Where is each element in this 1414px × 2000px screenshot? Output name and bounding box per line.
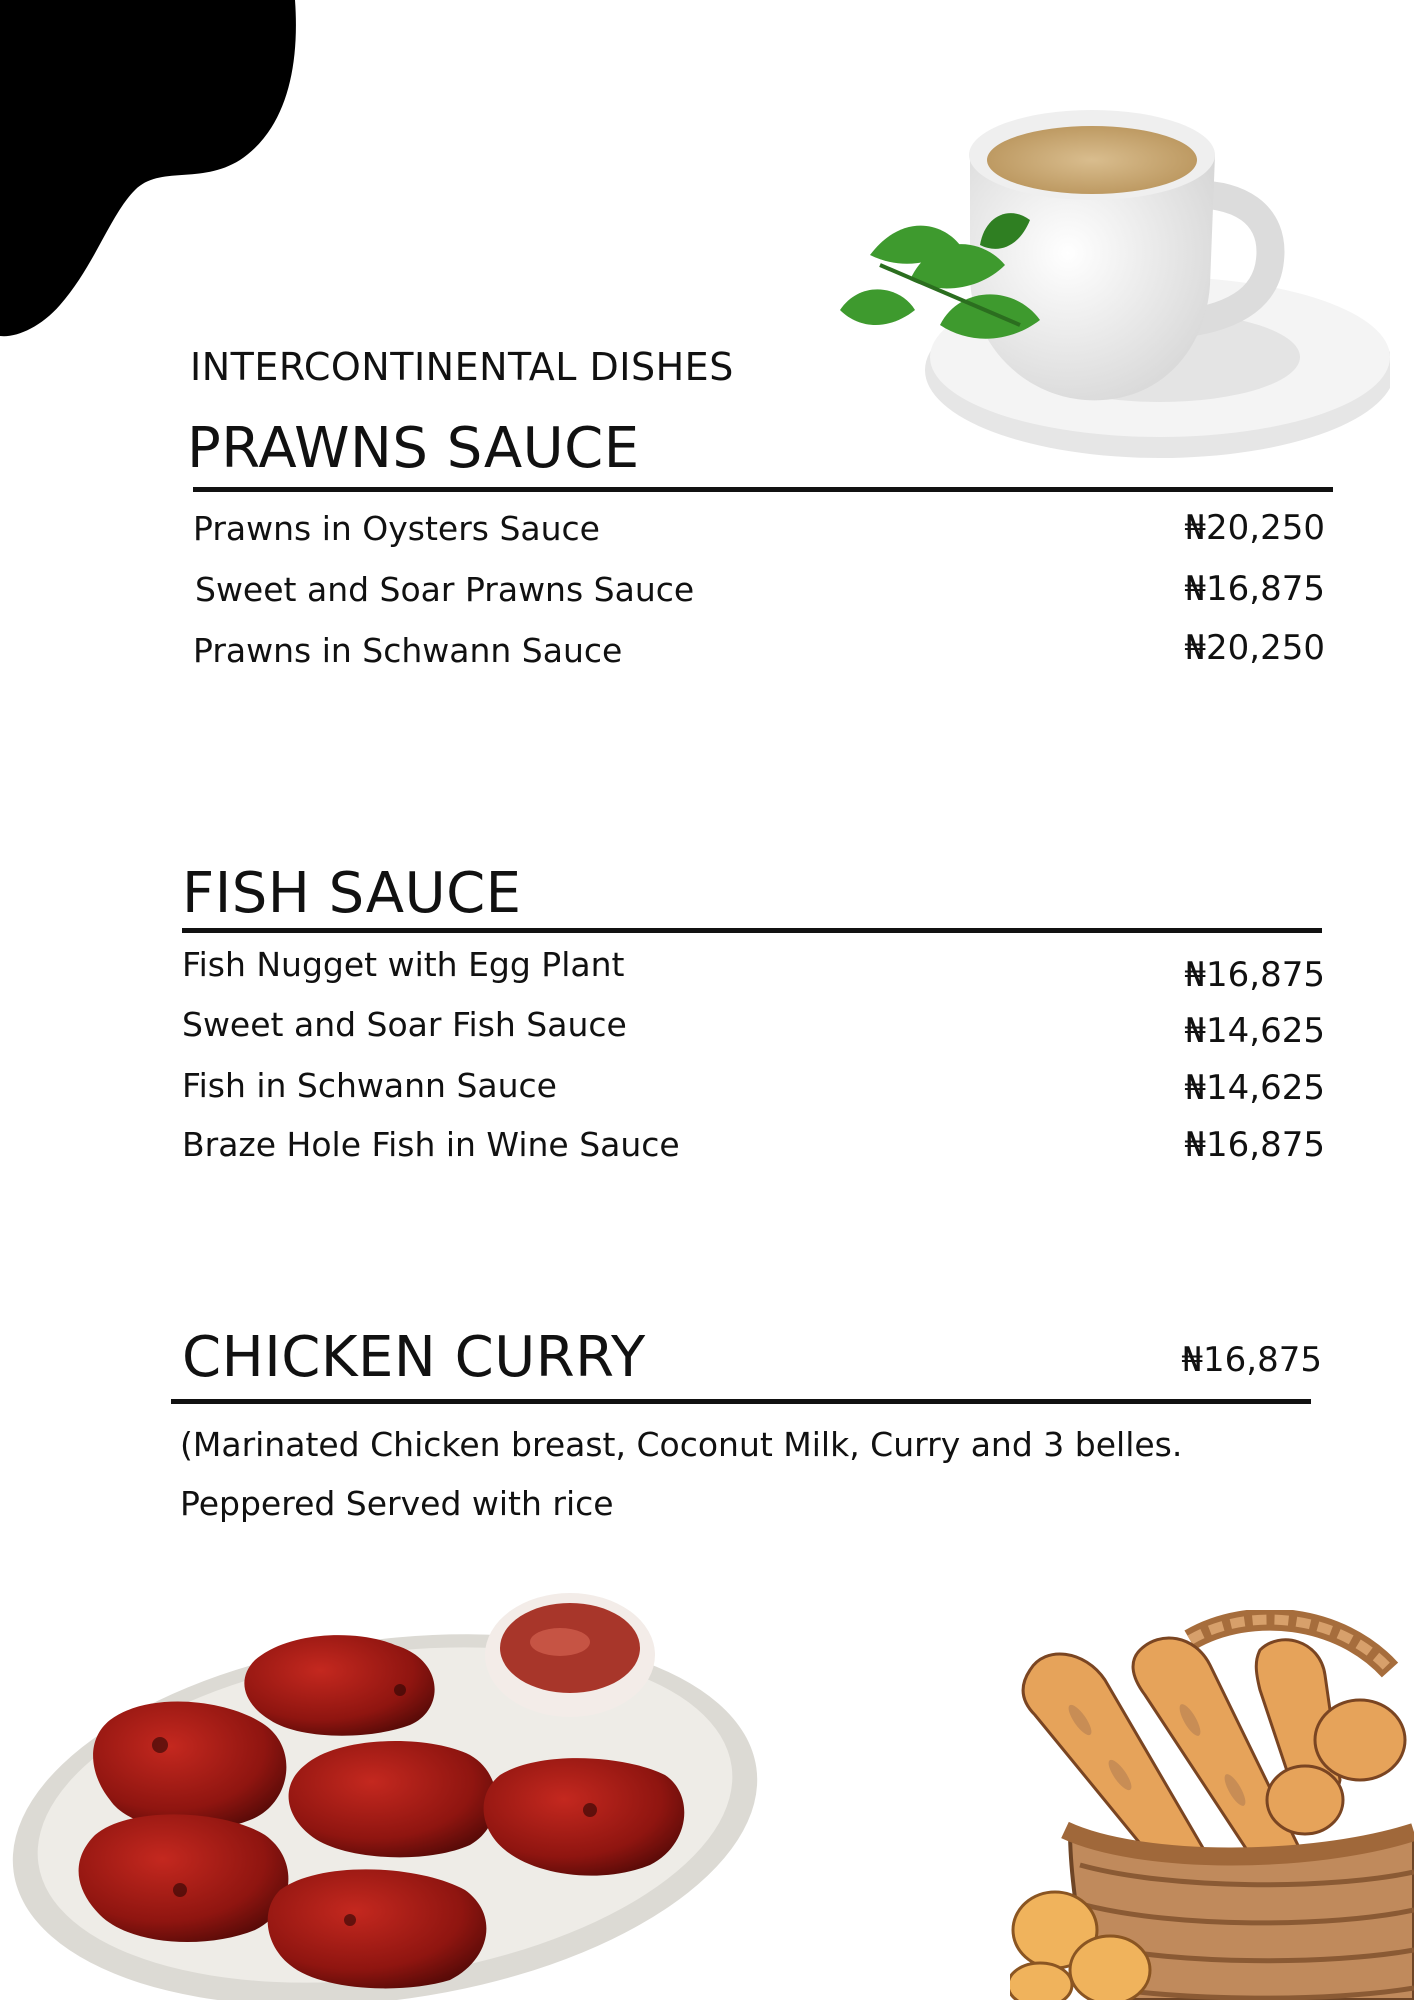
section-title-chicken-curry: CHICKEN CURRY	[182, 1325, 646, 1390]
section-divider	[171, 1399, 1311, 1404]
menu-item-name: Sweet and Soar Fish Sauce	[182, 1005, 627, 1044]
dish-description-line: (Marinated Chicken breast, Coconut Milk, Curry and 3 belles.	[180, 1425, 1183, 1464]
section-title-prawns-sauce: PRAWNS SAUCE	[187, 416, 640, 481]
dish-description-line: Peppered Served with rice	[180, 1484, 614, 1523]
menu-item-price: ₦14,625	[1184, 1068, 1325, 1108]
menu-item-price: ₦20,250	[1184, 508, 1325, 548]
section-divider	[193, 487, 1333, 492]
menu-item-price: ₦16,875	[1184, 569, 1325, 609]
menu-item-name: Braze Hole Fish in Wine Sauce	[182, 1125, 680, 1164]
menu-item-name: Prawns in Oysters Sauce	[193, 509, 600, 548]
chicken-curry-price: ₦16,875	[1181, 1340, 1322, 1380]
menu-item-name: Sweet and Soar Prawns Sauce	[195, 570, 695, 609]
menu-item-price: ₦14,625	[1184, 1011, 1325, 1051]
menu-item-name: Fish Nugget with Egg Plant	[182, 945, 625, 984]
grilled-chicken-image	[0, 1590, 770, 2000]
menu-heading: INTERCONTINENTAL DISHES	[190, 345, 734, 389]
section-title-fish-sauce: FISH SAUCE	[182, 861, 522, 926]
menu-item-name: Fish in Schwann Sauce	[182, 1066, 557, 1105]
menu-item-price: ₦16,875	[1184, 1125, 1325, 1165]
decorative-blob	[0, 0, 300, 340]
menu-item-name: Prawns in Schwann Sauce	[193, 631, 623, 670]
menu-item-price: ₦16,875	[1184, 955, 1325, 995]
bread-basket-image	[1010, 1610, 1414, 2000]
tea-cup-image	[820, 95, 1390, 475]
section-divider	[182, 928, 1322, 933]
menu-item-price: ₦20,250	[1184, 628, 1325, 668]
